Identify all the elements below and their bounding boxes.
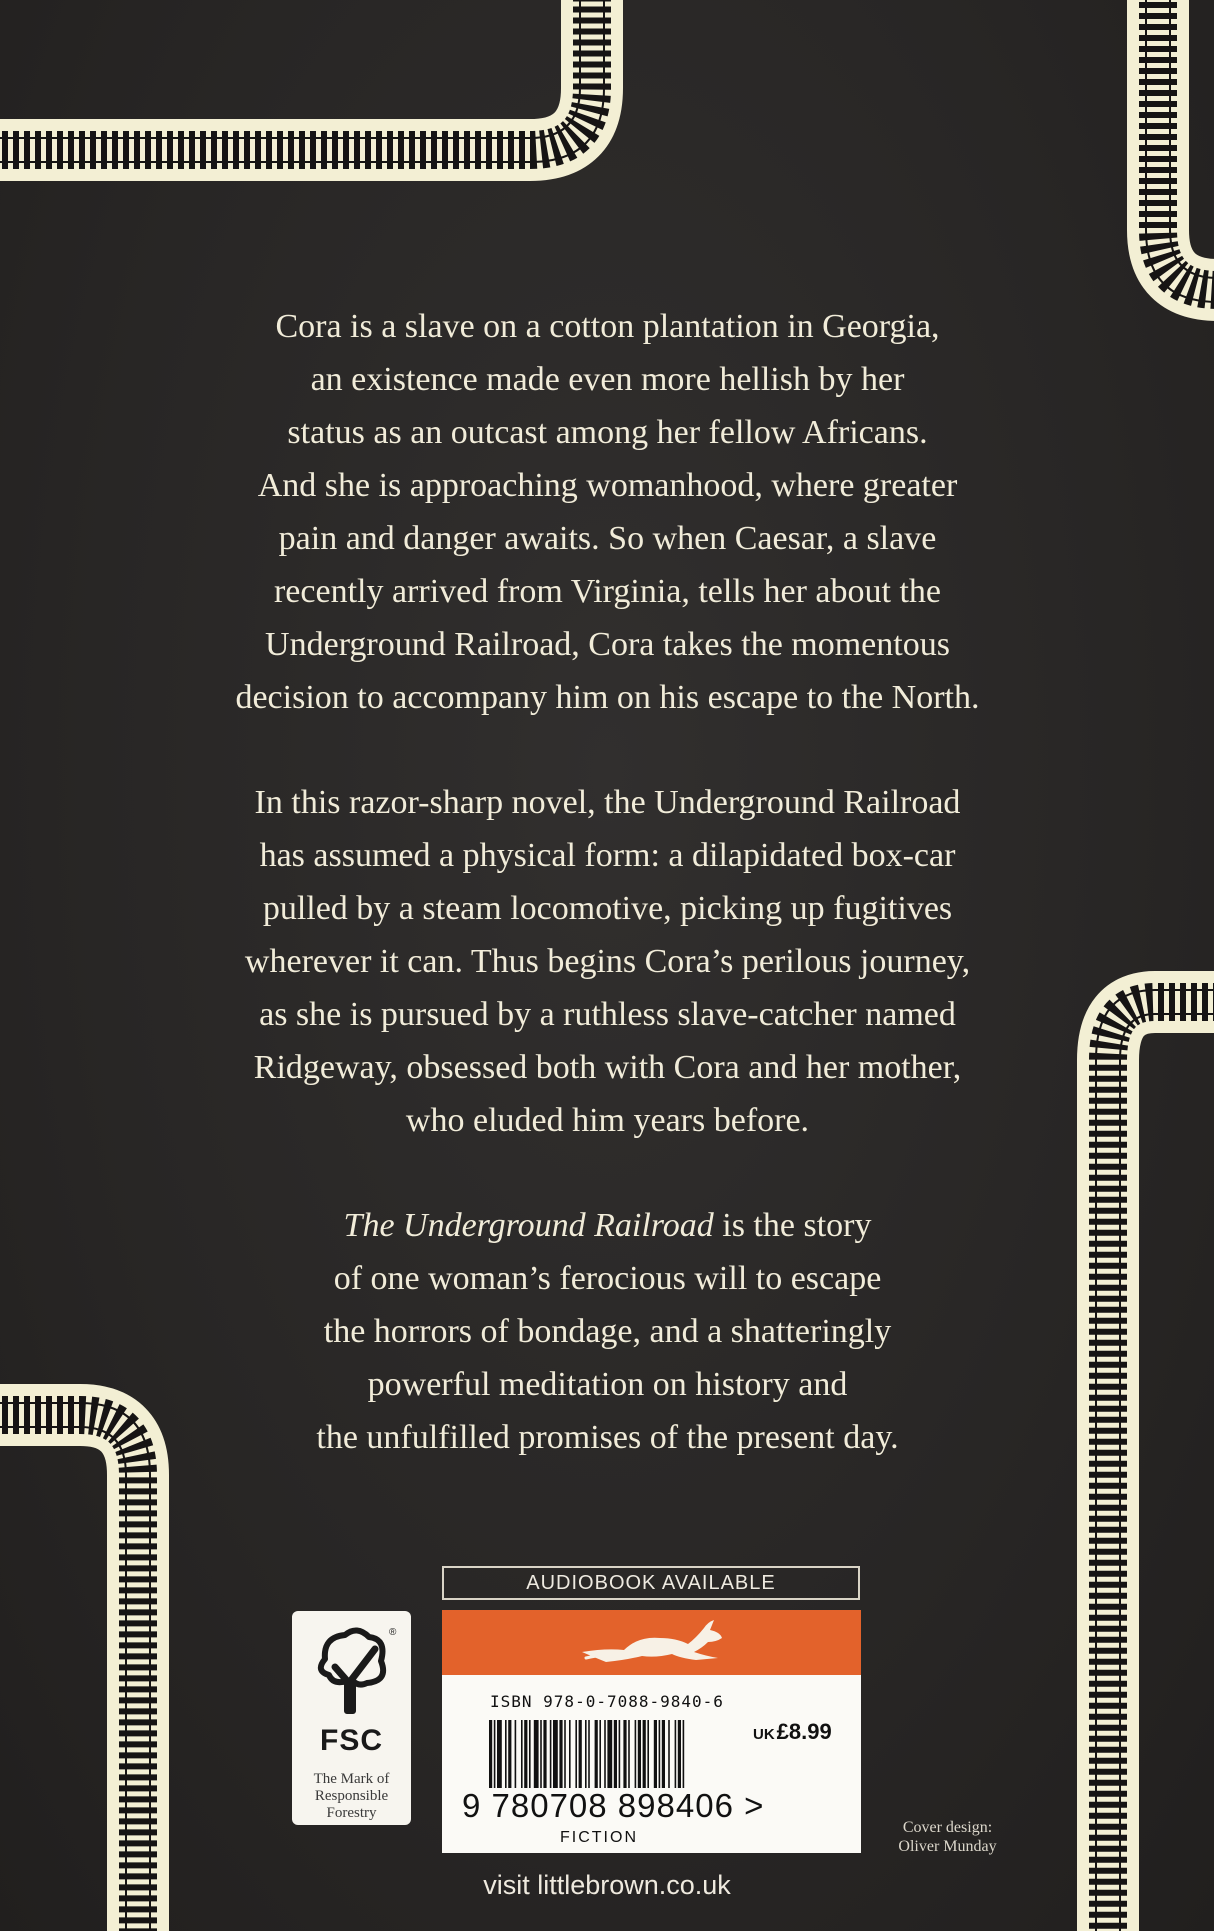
genre-label: FICTION (560, 1829, 638, 1846)
synopsis-line: recently arrived from Virginia, tells her about the (273, 573, 942, 610)
publisher-url[interactable]: visit littlebrown.co.uk (483, 1870, 731, 1900)
synopsis-line: status as an outcast among her fellow Africans. (287, 414, 928, 451)
synopsis-line: of one woman’s ferocious will to escape (333, 1260, 882, 1297)
synopsis-line: powerful meditation on history and (367, 1366, 848, 1403)
cover-design-credit (880, 1818, 1015, 1856)
barcode-bar (497, 1720, 502, 1788)
synopsis-line: the horrors of bondage, and a shatteringly (323, 1313, 892, 1350)
synopsis-line: the unfulfilled promises of the present day. (316, 1419, 899, 1456)
barcode-bar (678, 1720, 681, 1788)
synopsis-line: wherever it can. Thus begins Cora’s perilous journey, (244, 943, 971, 980)
barcode-bar (559, 1720, 562, 1788)
synopsis-line: as she is pursued by a ruthless slave-catcher named (259, 996, 956, 1033)
barcode-bar (564, 1720, 566, 1788)
synopsis-line: an existence made even more hellish by her (310, 361, 905, 398)
barcode-bar (553, 1720, 558, 1788)
track-top-right (1146, 0, 1214, 302)
fsc-logo (292, 1611, 411, 1825)
barcode-bars (489, 1720, 747, 1788)
barcode-panel (442, 1675, 861, 1853)
track-top-left (0, 0, 604, 162)
barcode-bar (599, 1720, 601, 1788)
barcode-bar (668, 1720, 670, 1788)
barcode-bar (643, 1720, 646, 1788)
barcode-bar (494, 1720, 496, 1788)
running-hare-icon (576, 1618, 726, 1666)
barcode-bar (614, 1720, 617, 1788)
price-value: £8.99 (776, 1719, 832, 1744)
synopsis-line: decision to accompany him on his escape to the North. (235, 679, 980, 716)
track-bottom-left (0, 1403, 150, 1931)
barcode-bar (604, 1720, 606, 1788)
synopsis-paragraph-2 (140, 776, 1075, 1147)
price-prefix: UK (753, 1726, 775, 1743)
barcode-bar (635, 1720, 637, 1788)
book-title-italic: The Underground Railroad (343, 1207, 714, 1244)
barcode-bar (588, 1720, 590, 1788)
synopsis-line: Ridgeway, obsessed both with Cora and her mother, (253, 1049, 962, 1086)
synopsis-line: In this razor-sharp novel, the Underground Railroad (254, 784, 961, 821)
barcode-bar (521, 1720, 523, 1788)
track-right-middle (1096, 990, 1214, 1931)
barcode-bar (489, 1720, 492, 1788)
barcode-bar (540, 1720, 542, 1788)
price-label (753, 1719, 832, 1745)
synopsis-line: pain and danger awaits. So when Caesar, a slave (278, 520, 937, 557)
barcode-bar (607, 1720, 612, 1788)
fsc-logo-text: FSC (320, 1724, 383, 1757)
barcode-bar (683, 1720, 685, 1788)
barcode-bar (654, 1720, 657, 1788)
barcode-bar (585, 1720, 587, 1788)
synopsis-line-rest: is the story (713, 1207, 872, 1244)
credit-line: Cover design: (902, 1819, 993, 1836)
credit-line: Oliver Munday (898, 1838, 997, 1855)
synopsis-paragraph-3 (140, 1199, 1075, 1464)
fsc-tagline (292, 1771, 411, 1822)
fsc-tagline-line: Forestry (326, 1805, 377, 1821)
barcode-bar (534, 1720, 539, 1788)
barcode-bar (505, 1720, 507, 1788)
synopsis-line: Underground Railroad, Cora takes the momentous (265, 626, 950, 663)
barcode-bar (579, 1720, 582, 1788)
barcode-bar (508, 1720, 511, 1788)
isbn-text: ISBN 978-0-7088-9840-6 (490, 1692, 724, 1711)
fsc-tree-check-icon (309, 1623, 397, 1718)
fsc-tagline-line: The Mark of (313, 1771, 390, 1787)
barcode-bar (638, 1720, 641, 1788)
barcode-bar (524, 1720, 527, 1788)
synopsis-line: Cora is a slave on a cotton plantation in Georgia, (275, 308, 940, 345)
barcode-bar (675, 1720, 677, 1788)
barcode-bar (515, 1720, 517, 1788)
barcode-bar (623, 1720, 626, 1788)
barcode-bar (575, 1720, 577, 1788)
synopsis-line: who eluded him years before. (405, 1102, 810, 1139)
synopsis-line: And she is approaching womanhood, where greater (257, 467, 958, 504)
fsc-tagline-line: Responsible (314, 1788, 389, 1804)
barcode-bar (662, 1720, 665, 1788)
audiobook-available-banner: AUDIOBOOK AVAILABLE (442, 1566, 860, 1600)
barcode-bar (543, 1720, 546, 1788)
fsc-registered-mark: ® (389, 1627, 397, 1638)
barcode-bar (569, 1720, 571, 1788)
synopsis-line (140, 1199, 1075, 1252)
barcode-bar (659, 1720, 661, 1788)
barcode-digits: 9 780708 898406 > (462, 1787, 765, 1824)
synopsis-paragraph-1 (140, 300, 1075, 724)
publisher-band (442, 1610, 861, 1675)
barcode-bar (529, 1720, 531, 1788)
synopsis-line: pulled by a steam locomotive, picking up fugitives (262, 890, 953, 927)
barcode-bar (647, 1720, 649, 1788)
barcode-bar (595, 1720, 598, 1788)
synopsis-line: has assumed a physical form: a dilapidated box-car (259, 837, 956, 874)
barcode-bar (619, 1720, 621, 1788)
barcode-bar (628, 1720, 630, 1788)
barcode-bar (550, 1720, 552, 1788)
